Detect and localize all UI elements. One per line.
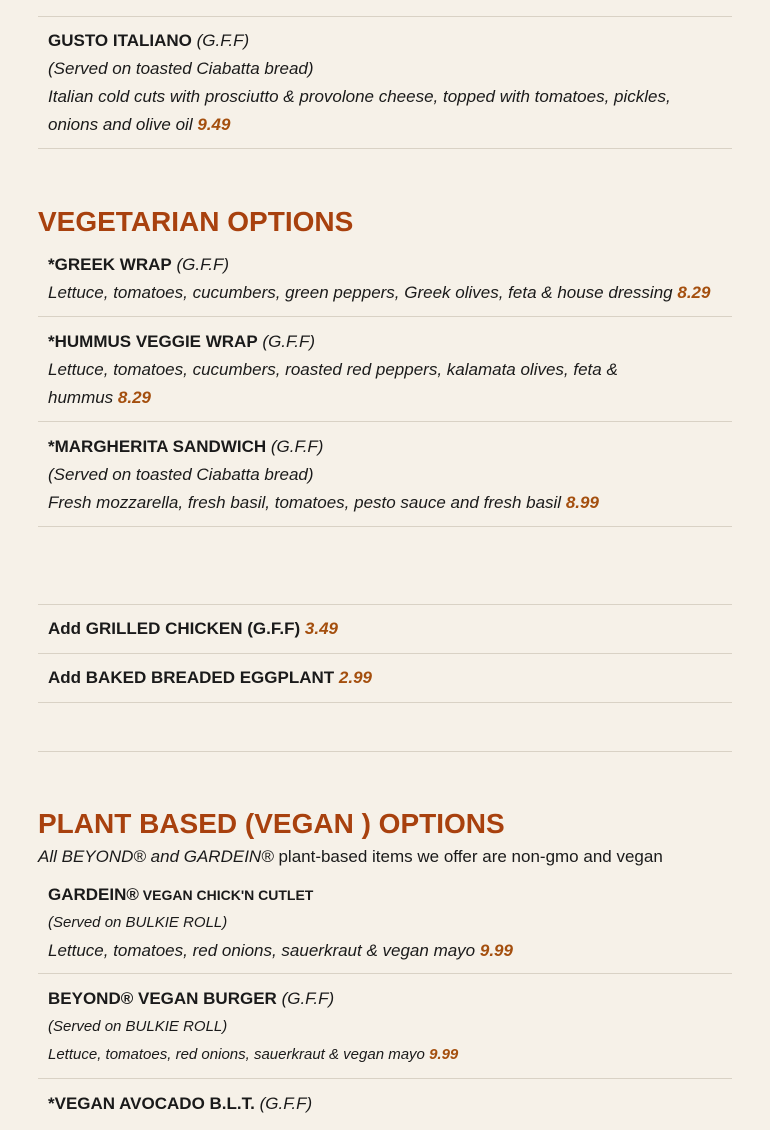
addon-label: Add GRILLED CHICKEN (G.F.F) xyxy=(48,619,301,638)
menu-item-hummus-veggie-wrap xyxy=(38,317,732,422)
addon-price: 3.49 xyxy=(304,619,338,638)
item-price: 9.49 xyxy=(197,115,231,134)
item-description: Lettuce, tomatoes, red onions, sauerkraut & vegan mayo xyxy=(48,941,476,960)
section-heading-plant-based: PLANT BASED (VEGAN ) OPTIONS xyxy=(38,808,505,839)
menu-item-vegan-avocado-blt xyxy=(38,1079,732,1130)
section-heading-vegetarian: VEGETARIAN OPTIONS xyxy=(38,206,354,237)
served-note: (Served on toasted Ciabatta bread) xyxy=(48,465,314,484)
addon-grilled-chicken xyxy=(38,605,732,654)
note-text: plant-based items we offer are non-gmo and vegan xyxy=(273,847,663,866)
served-note: (Served on toasted Ciabatta bread) xyxy=(48,59,314,78)
menu-item-beyond-burger xyxy=(38,974,732,1079)
gf-tag: (G.F.F) xyxy=(270,437,324,456)
item-price: 8.29 xyxy=(117,388,152,407)
menu-item-greek-wrap xyxy=(38,240,732,317)
item-name: *MARGHERITA SANDWICH xyxy=(48,437,267,456)
addon-price: 2.99 xyxy=(338,668,372,687)
addon-label: Add BAKED BREADED EGGPLANT xyxy=(48,668,335,687)
item-price: 9.99 xyxy=(479,941,513,960)
partial-menu-item xyxy=(38,0,732,17)
gf-tag: (G.F.F) xyxy=(176,255,230,274)
item-name: *GREEK WRAP xyxy=(48,255,172,274)
item-description: Italian cold cuts with prosciutto & provolone cheese, topped with tomatoes, pickles, onions and olive oil xyxy=(48,87,671,134)
note-italic: All BEYOND® and GARDEIN® xyxy=(38,847,274,866)
served-note: (Served on BULKIE ROLL) xyxy=(48,1018,228,1035)
item-name: GARDEIN® xyxy=(48,885,139,904)
addons-list xyxy=(38,604,732,752)
item-name: *VEGAN AVOCADO B.L.T. xyxy=(48,1094,255,1113)
menu-item-gusto-italiano xyxy=(38,16,732,149)
menu-item-margherita-sandwich xyxy=(38,422,732,527)
gf-tag: (G.F.F) xyxy=(281,989,335,1008)
plant-based-list xyxy=(38,876,732,1130)
menu-item-gardein-cutlet xyxy=(38,876,732,974)
addon-baked-eggplant xyxy=(38,654,732,703)
item-name: BEYOND® VEGAN BURGER xyxy=(48,989,277,1008)
item-description: Fresh mozzarella, fresh basil, tomatoes, pesto sauce and fresh basil xyxy=(48,493,562,512)
item-description: Lettuce, tomatoes, cucumbers, roasted red peppers, kalamata olives, feta & hummus xyxy=(48,360,618,407)
item-name: GUSTO ITALIANO xyxy=(48,31,192,50)
plant-based-note xyxy=(38,847,663,867)
gf-tag: (G.F.F) xyxy=(196,31,250,50)
served-note: (Served on BULKIE ROLL) xyxy=(48,914,228,931)
item-name: *HUMMUS VEGGIE WRAP xyxy=(48,332,258,351)
item-description: Lettuce, tomatoes, red onions, sauerkraut & vegan mayo xyxy=(48,1046,425,1063)
gf-tag: (G.F.F) xyxy=(259,1094,313,1113)
item-price: 8.29 xyxy=(677,283,711,302)
item-name-smallcaps: VEGAN CHICK'N CUTLET xyxy=(138,887,314,903)
item-price: 9.99 xyxy=(429,1046,459,1063)
item-description: Lettuce, tomatoes, cucumbers, green peppers, Greek olives, feta & house dressing xyxy=(48,283,673,302)
gf-tag: (G.F.F) xyxy=(262,332,315,351)
empty-row xyxy=(38,703,732,752)
vegetarian-list xyxy=(38,240,732,527)
item-price: 8.99 xyxy=(565,493,599,512)
